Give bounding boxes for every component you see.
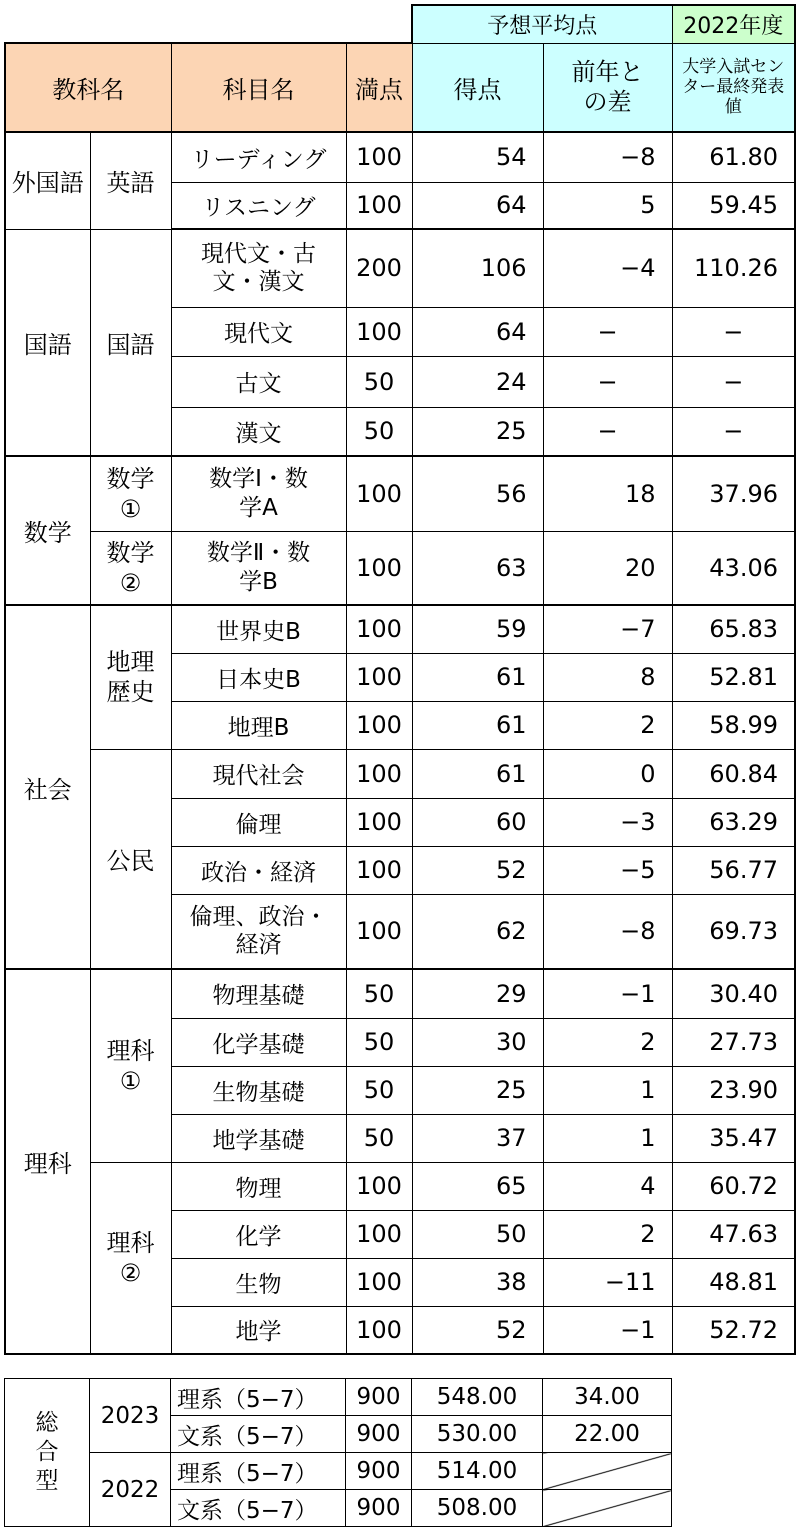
full-score-header: 満点 [346, 43, 412, 132]
diff-cell-empty [543, 1490, 672, 1527]
full-score-cell: 100 [346, 894, 412, 969]
full-score-cell: 100 [346, 798, 412, 846]
full-score-cell: 100 [346, 132, 412, 182]
diff-cell: −4 [543, 229, 672, 307]
diff-cell: −1 [543, 1306, 672, 1354]
score-cell: 61 [412, 701, 543, 749]
prev-value-cell: 60.72 [672, 1162, 795, 1210]
prev-value-cell: 23.90 [672, 1066, 795, 1114]
diff-cell: 8 [543, 653, 672, 701]
score-cell: 37 [412, 1114, 543, 1162]
diff-cell: −11 [543, 1258, 672, 1306]
full-score-cell: 100 [346, 307, 412, 356]
prev-value-cell: 30.40 [672, 969, 795, 1018]
subject-cell: 倫理、政治・経済 [171, 894, 346, 969]
subject-cell: 漢文 [171, 407, 346, 456]
subject-category-header: 教科名 [5, 43, 171, 132]
score-cell: 514.00 [412, 1453, 543, 1490]
full-score-cell: 200 [346, 229, 412, 307]
full-score-cell: 100 [346, 605, 412, 653]
prev-value-cell: − [672, 356, 795, 407]
type-cell: 理系（5−7） [171, 1379, 346, 1416]
final-value-header: 大学入試センター最終発表値 [672, 43, 795, 132]
subject-cell: 地学基礎 [171, 1114, 346, 1162]
prev-value-cell: 69.73 [672, 894, 795, 969]
subject-cell: 物理 [171, 1162, 346, 1210]
score-cell: 106 [412, 229, 543, 307]
full-score-cell: 100 [346, 456, 412, 531]
full-score-cell: 900 [346, 1490, 412, 1527]
diff-cell: 1 [543, 1114, 672, 1162]
score-cell: 29 [412, 969, 543, 1018]
group-cell: 公民 [90, 749, 171, 969]
type-cell: 理系（5−7） [171, 1453, 346, 1490]
type-cell: 文系（5−7） [171, 1490, 346, 1527]
score-cell: 62 [412, 894, 543, 969]
subject-cell: 現代文 [171, 307, 346, 356]
score-cell: 30 [412, 1018, 543, 1066]
subject-cell: 現代文・古文・漢文 [171, 229, 346, 307]
score-cell: 61 [412, 749, 543, 798]
subject-name-header: 科目名 [171, 43, 346, 132]
score-cell: 61 [412, 653, 543, 701]
diff-cell-empty [543, 1453, 672, 1490]
full-score-cell: 100 [346, 1162, 412, 1210]
subject-cell: 地理B [171, 701, 346, 749]
prev-value-cell: 63.29 [672, 798, 795, 846]
score-cell: 64 [412, 182, 543, 229]
prev-value-cell: 61.80 [672, 132, 795, 182]
prev-value-cell: 48.81 [672, 1258, 795, 1306]
subject-cell: 地学 [171, 1306, 346, 1354]
subject-cell: 世界史B [171, 605, 346, 653]
prev-value-cell: 52.72 [672, 1306, 795, 1354]
group-cell: 数学① [90, 456, 171, 531]
total-label: 総合型 [5, 1379, 90, 1527]
prev-value-cell: 43.06 [672, 531, 795, 605]
subject-cell: 現代社会 [171, 749, 346, 798]
score-cell: 508.00 [412, 1490, 543, 1527]
score-cell: 59 [412, 605, 543, 653]
diff-cell: 1 [543, 1066, 672, 1114]
subject-cell: 数学Ⅰ・数学A [171, 456, 346, 531]
score-cell: 25 [412, 407, 543, 456]
diff-cell: 5 [543, 182, 672, 229]
score-table [4, 4, 796, 1355]
year-cell: 2022 [90, 1453, 171, 1527]
diff-cell: − [543, 307, 672, 356]
full-score-cell: 100 [346, 1210, 412, 1258]
full-score-cell: 100 [346, 701, 412, 749]
diff-cell: 0 [543, 749, 672, 798]
score-cell: 50 [412, 1210, 543, 1258]
subject-cell: 古文 [171, 356, 346, 407]
prev-value-cell: 27.73 [672, 1018, 795, 1066]
full-score-cell: 100 [346, 749, 412, 798]
diff-cell: 4 [543, 1162, 672, 1210]
full-score-cell: 50 [346, 1018, 412, 1066]
score-cell: 52 [412, 846, 543, 894]
prev-value-cell: − [672, 307, 795, 356]
group-cell: 理科① [90, 969, 171, 1162]
score-cell: 52 [412, 1306, 543, 1354]
prev-value-cell: − [672, 407, 795, 456]
group-cell: 地理歴史 [90, 605, 171, 749]
diff-cell: −5 [543, 846, 672, 894]
diff-cell: 2 [543, 701, 672, 749]
diff-cell: −7 [543, 605, 672, 653]
year-header: 2022年度 [672, 5, 795, 43]
group-cell: 国語 [90, 229, 171, 456]
diff-cell: −3 [543, 798, 672, 846]
subject-cell: 日本史B [171, 653, 346, 701]
prev-value-cell: 35.47 [672, 1114, 795, 1162]
year-cell: 2023 [90, 1379, 171, 1453]
full-score-cell: 50 [346, 969, 412, 1018]
score-cell: 60 [412, 798, 543, 846]
full-score-cell: 100 [346, 182, 412, 229]
subject-cell: 政治・経済 [171, 846, 346, 894]
prev-value-cell: 65.83 [672, 605, 795, 653]
full-score-cell: 50 [346, 407, 412, 456]
category-cell: 理科 [5, 969, 90, 1354]
category-cell: 国語 [5, 229, 90, 456]
diff-cell: 2 [543, 1018, 672, 1066]
type-cell: 文系（5−7） [171, 1416, 346, 1453]
full-score-cell: 900 [346, 1453, 412, 1490]
full-score-cell: 100 [346, 653, 412, 701]
category-cell: 社会 [5, 605, 90, 969]
full-score-cell: 900 [346, 1379, 412, 1416]
full-score-cell: 100 [346, 846, 412, 894]
score-cell: 64 [412, 307, 543, 356]
diff-cell: 18 [543, 456, 672, 531]
diff-cell: 34.00 [543, 1379, 672, 1416]
diff-cell: −1 [543, 969, 672, 1018]
prev-value-cell: 47.63 [672, 1210, 795, 1258]
group-cell: 数学② [90, 531, 171, 605]
score-cell: 25 [412, 1066, 543, 1114]
subject-cell: 物理基礎 [171, 969, 346, 1018]
score-cell: 65 [412, 1162, 543, 1210]
score-cell: 548.00 [412, 1379, 543, 1416]
prev-value-cell: 110.26 [672, 229, 795, 307]
score-cell: 24 [412, 356, 543, 407]
diff-cell: − [543, 407, 672, 456]
full-score-cell: 100 [346, 1306, 412, 1354]
prev-value-cell: 52.81 [672, 653, 795, 701]
diff-cell: −8 [543, 132, 672, 182]
diff-cell: −8 [543, 894, 672, 969]
prev-value-cell: 58.99 [672, 701, 795, 749]
predicted-avg-header: 予想平均点 [412, 5, 672, 43]
subject-cell: リスニング [171, 182, 346, 229]
subject-cell: リーディング [171, 132, 346, 182]
prev-value-cell: 56.77 [672, 846, 795, 894]
category-cell: 数学 [5, 456, 90, 605]
score-cell: 56 [412, 456, 543, 531]
full-score-cell: 50 [346, 1066, 412, 1114]
total-table [4, 1378, 672, 1527]
full-score-cell: 50 [346, 356, 412, 407]
score-header: 得点 [412, 43, 543, 132]
diff-cell: 20 [543, 531, 672, 605]
category-cell: 外国語 [5, 132, 90, 229]
score-cell: 63 [412, 531, 543, 605]
prev-value-cell: 60.84 [672, 749, 795, 798]
prev-value-cell: 59.45 [672, 182, 795, 229]
score-cell: 530.00 [412, 1416, 543, 1453]
subject-cell: 化学 [171, 1210, 346, 1258]
full-score-cell: 900 [346, 1416, 412, 1453]
group-cell: 理科② [90, 1162, 171, 1354]
full-score-cell: 100 [346, 531, 412, 605]
subject-cell: 倫理 [171, 798, 346, 846]
diff-header: 前年との差 [543, 43, 672, 132]
full-score-cell: 100 [346, 1258, 412, 1306]
subject-cell: 生物基礎 [171, 1066, 346, 1114]
full-score-cell: 50 [346, 1114, 412, 1162]
header-blank [5, 5, 412, 43]
score-cell: 38 [412, 1258, 543, 1306]
diff-cell: 22.00 [543, 1416, 672, 1453]
subject-cell: 数学Ⅱ・数学B [171, 531, 346, 605]
group-cell: 英語 [90, 132, 171, 229]
prev-value-cell: 37.96 [672, 456, 795, 531]
score-cell: 54 [412, 132, 543, 182]
subject-cell: 生物 [171, 1258, 346, 1306]
diff-cell: − [543, 356, 672, 407]
subject-cell: 化学基礎 [171, 1018, 346, 1066]
diff-cell: 2 [543, 1210, 672, 1258]
